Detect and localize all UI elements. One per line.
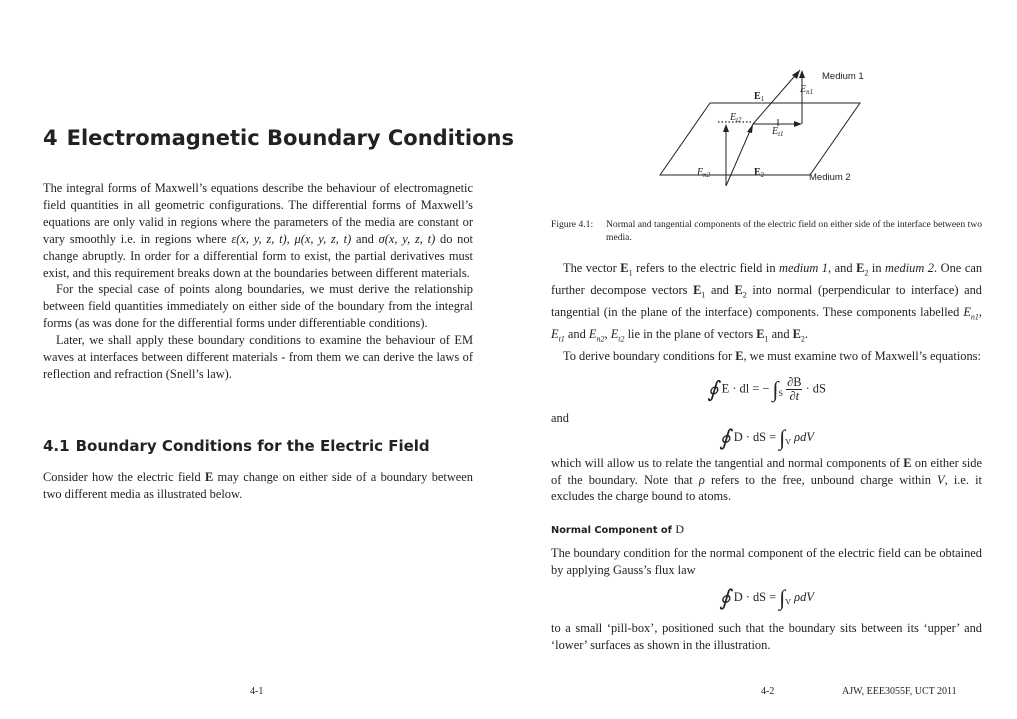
equation-faraday: ∮ E · dl = − $\int_S$ $\frac{\partial B}{\partial t}$ · dS <box>707 375 826 403</box>
gauss-law-text: The boundary condition for the normal component of the electric field can be obtained by applying Gauss’s flux law <box>551 546 982 577</box>
subsection-heading: Normal Component of D <box>551 522 684 536</box>
section-heading <box>43 437 430 455</box>
e2-arrowhead <box>747 124 753 133</box>
equation-gauss-1: ∮ D · dS = $\int_V$ ρdV <box>719 425 814 450</box>
right-page-number: 4-2 <box>761 686 775 697</box>
intro-paragraph-2: For the special case of points along boundaries, we must derive the relationship between field quantities immediately on either side of the boundary from the integral forms (as was done for the differential forms under differentiable conditions). <box>43 282 473 331</box>
section-text: Consider how the electric field E may change on either side of a boundary between two different media as illustrated below. <box>43 470 473 501</box>
left-page-number: 4-1 <box>250 686 264 697</box>
label-medium-2: Medium 2 <box>809 172 851 183</box>
en2-arrowhead <box>723 124 729 132</box>
figure-caption-text: Normal and tangential components of the electric field on either side of the interface between two media. <box>606 219 982 243</box>
label-en1: $E_{n1}$ <box>800 84 814 96</box>
pill-box-text: to a small ‘pill-box’, positioned such that the boundary sits between its ‘upper’ and ‘lower’ surfaces as shown in the illustration. <box>551 621 982 652</box>
and-word: and <box>551 411 569 425</box>
label-e2: $E_2$ <box>754 167 765 179</box>
chapter-heading <box>43 126 514 150</box>
intro-paragraph-1: The integral forms of Maxwell’s equations describe the behaviour of electromagnetic field quantities in all geometric configurations. The differential forms of Maxwell’s equations are only valid in regions where the parameters of the media are constant or vary smoothly i.e. in regions where ε(x, y, z, t), μ(x, y, z, t) and σ(x, y, z, t) do not change abruptly. In order for a differential form to exist, the partial derivatives must exist, and this requirement breaks down at the boundaries between different materials. <box>43 181 473 280</box>
vector-decomposition-text <box>551 260 982 365</box>
figure-caption <box>551 218 982 244</box>
equation-gauss-2: ∮ D · dS = $\int_V$ ρdV <box>719 585 814 610</box>
e2-vector <box>726 124 753 186</box>
paragraph-vectors: The vector $E_1$ refers to the electric field in medium 1, and $E_2$ in medium 2. One can further decompose vectors $E_1$ and $E_2$ into normal (perpendicular to interface) and tangential (in the plane of the interface) components. These components labelled $E_{n1}$, $E_{t1}$ and $E_{n2}$, $E_{t2}$ lie in the plane of vectors $E_1$ and $E_2$. <box>551 261 983 344</box>
section-title: Boundary Conditions for the Electric Field <box>75 437 430 455</box>
course-credit: AJW, EEE3055F, UCT 2011 <box>842 686 957 697</box>
interface-plane <box>660 103 860 175</box>
intro-paragraph-3: Later, we shall apply these boundary conditions to examine the behaviour of EM waves at interfaces between different materials - from them we can derive the laws of reflection and refraction (Snell’s law). <box>43 333 473 381</box>
en1-arrowhead <box>799 70 805 78</box>
right-page <box>508 0 1017 719</box>
label-et1: $E_{t1}$ <box>772 126 784 138</box>
charge-note-text: which will allow us to relate the tangential and normal components of E on either side of the boundary. Note that ρ refers to the free, unbound charge within V, i.e. it excludes the charge bound to atoms. <box>551 456 982 504</box>
label-medium-1: Medium 1 <box>822 71 864 82</box>
boundary-figure <box>648 62 868 186</box>
chapter-title: Electromagnetic Boundary Conditions <box>66 126 514 150</box>
chapter-number: 4 <box>43 126 58 150</box>
intro-text <box>43 180 473 383</box>
label-en2: $E_{n2}$ <box>697 167 711 179</box>
label-e1: $E_1$ <box>754 91 765 103</box>
paragraph-maxwell: To derive boundary conditions for E, we must examine two of Maxwell’s equations: <box>563 349 981 364</box>
figure-caption-label: Figure 4.1: <box>551 219 594 230</box>
section-number: 4.1 <box>43 437 70 455</box>
et1-arrowhead <box>794 121 802 127</box>
label-et2: $E_{t2}$ <box>730 112 742 124</box>
